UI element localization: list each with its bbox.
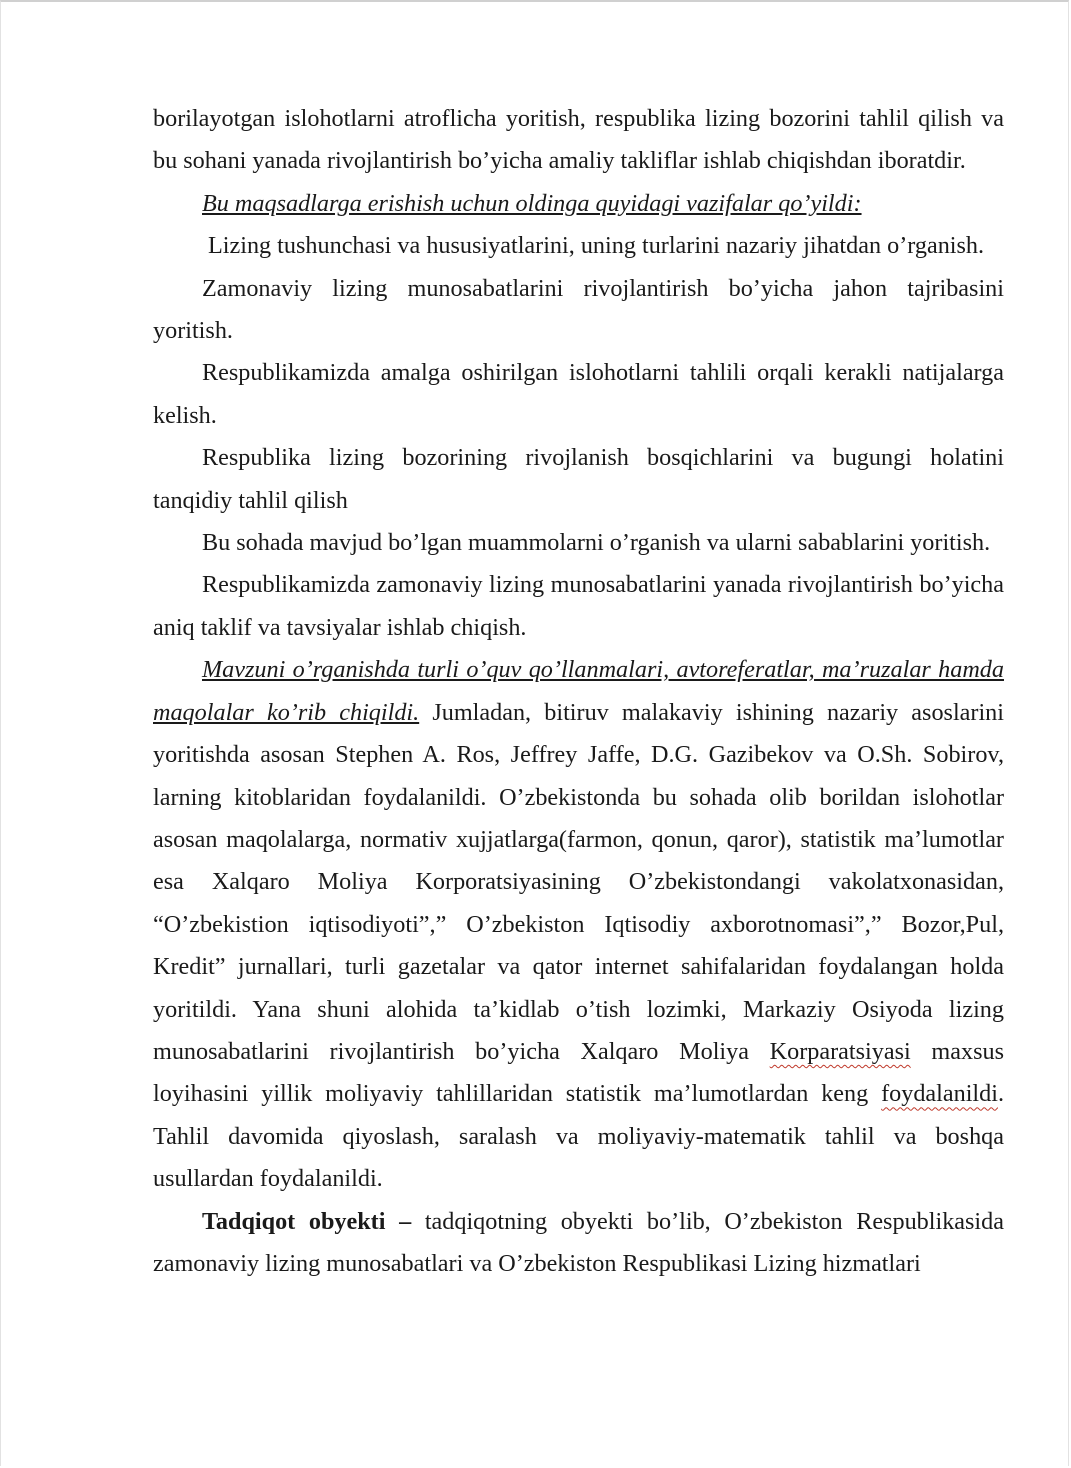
sources-text-3: . Tahlil davomida qiyoslash, saralash va moliyaviy-matematik tahlil va boshqa usullardan foydalanildi. [153,1080,1004,1193]
research-object-text: tadqiqotning obyekti bo’lib, O’zbekiston Respublikasida zamonaviy lizing munosabatlari va O’zbekiston Respublikasi Lizing hizmatlari [153,1207,1004,1277]
paragraph-task-4: Respublika lizing bozorining rivojlanish bosqichlarini va bugungi holatini tanqidiy tahlil qilish [153,444,1004,514]
tasks-heading-underlined: Bu maqsadlarga erishish uchun oldinga quyidagi vazifalar qo’yildi: [202,189,862,217]
spellcheck-word-2[interactable]: foydalanildi [881,1080,998,1108]
sources-text-1: Jumladan, bitiruv malakaviy ishining nazariy asoslarini yoritishda asosan Stephen A. Ros, Jeffrey Jaffe, D.G. Gazibekov va O.Sh. Sobirov, larning kitoblaridan foydalanildi. O’zbekistonda bu sohada olib borildan islohotlar asosan maqolalarga, normativ xujjatlarga(farmon, qonun, qaror), statistik ma’lumotlar esa Xalqaro Moliya Korporatsiyasining O’zbekistondangi vakolatxonasidan, “O’zbekistion iqtisodiyoti”,” O’zbekiston Iqtisodiy axborotnomasi”,” Bozor,Pul, Kredit” jurnallari, turli gazetalar va qator internet sahifalaridan foydalangan holda yoritildi. Yana shuni alohida ta’kidlab o’tish lozimki, Markaziy Osiyoda lizing munosabatlarini rivojlantirish bo’yicha Xalqaro Moliya [153,698,1004,1065]
document-body [153,98,1004,1285]
sources-text-2: maxsus loyihasini yillik moliyaviy tahlillaridan statistik ma’lumotlardan keng [153,1037,1004,1108]
sources-heading-underlined: Mavzuni o’rganishda turli o’quv qo’llanmalari, avtoreferatlar, ma’ruzalar hamda maqolalar ko’rib chiqildi. [153,656,1004,726]
paragraph-task-6: Respublikamizda zamonaviy lizing munosabatlarini yanada rivojlantirish bo’yicha aniq taklif va tavsiyalar ishlab chiqish. [153,571,1004,641]
paragraph-tasks-heading [153,183,1004,225]
paragraph-sources [153,649,1004,1200]
paragraph-task-1: Lizing tushunchasi va hususiyatlarini, uning turlarini nazariy jihatdan o’rganish. [208,232,985,260]
paragraph-research-object [153,1201,1004,1286]
paragraph-task-3: Respublikamizda amalga oshirilgan islohotlarni tahlili orqali kerakli natijalarga kelish. [153,359,1004,429]
research-object-label: Tadqiqot obyekti – [202,1207,412,1235]
paragraph-task-5: Bu sohada mavjud bo’lgan muammolarni o’rganish va ularni sabablarini yoritish. [202,529,991,557]
paragraph-goal-continuation: borilayotgan islohotlarni atroflicha yoritish, respublika lizing bozorini tahlil qilish va bu sohani yanada rivojlantirish bo’yicha amaliy takliflar ishlab chiqishdan iboratdir. [153,105,1004,175]
spellcheck-word-1[interactable]: Korparatsiyasi [769,1037,911,1065]
paragraph-task-2: Zamonaviy lizing munosabatlarini rivojlantirish bo’yicha jahon tajribasini yoritish. [153,274,1004,345]
